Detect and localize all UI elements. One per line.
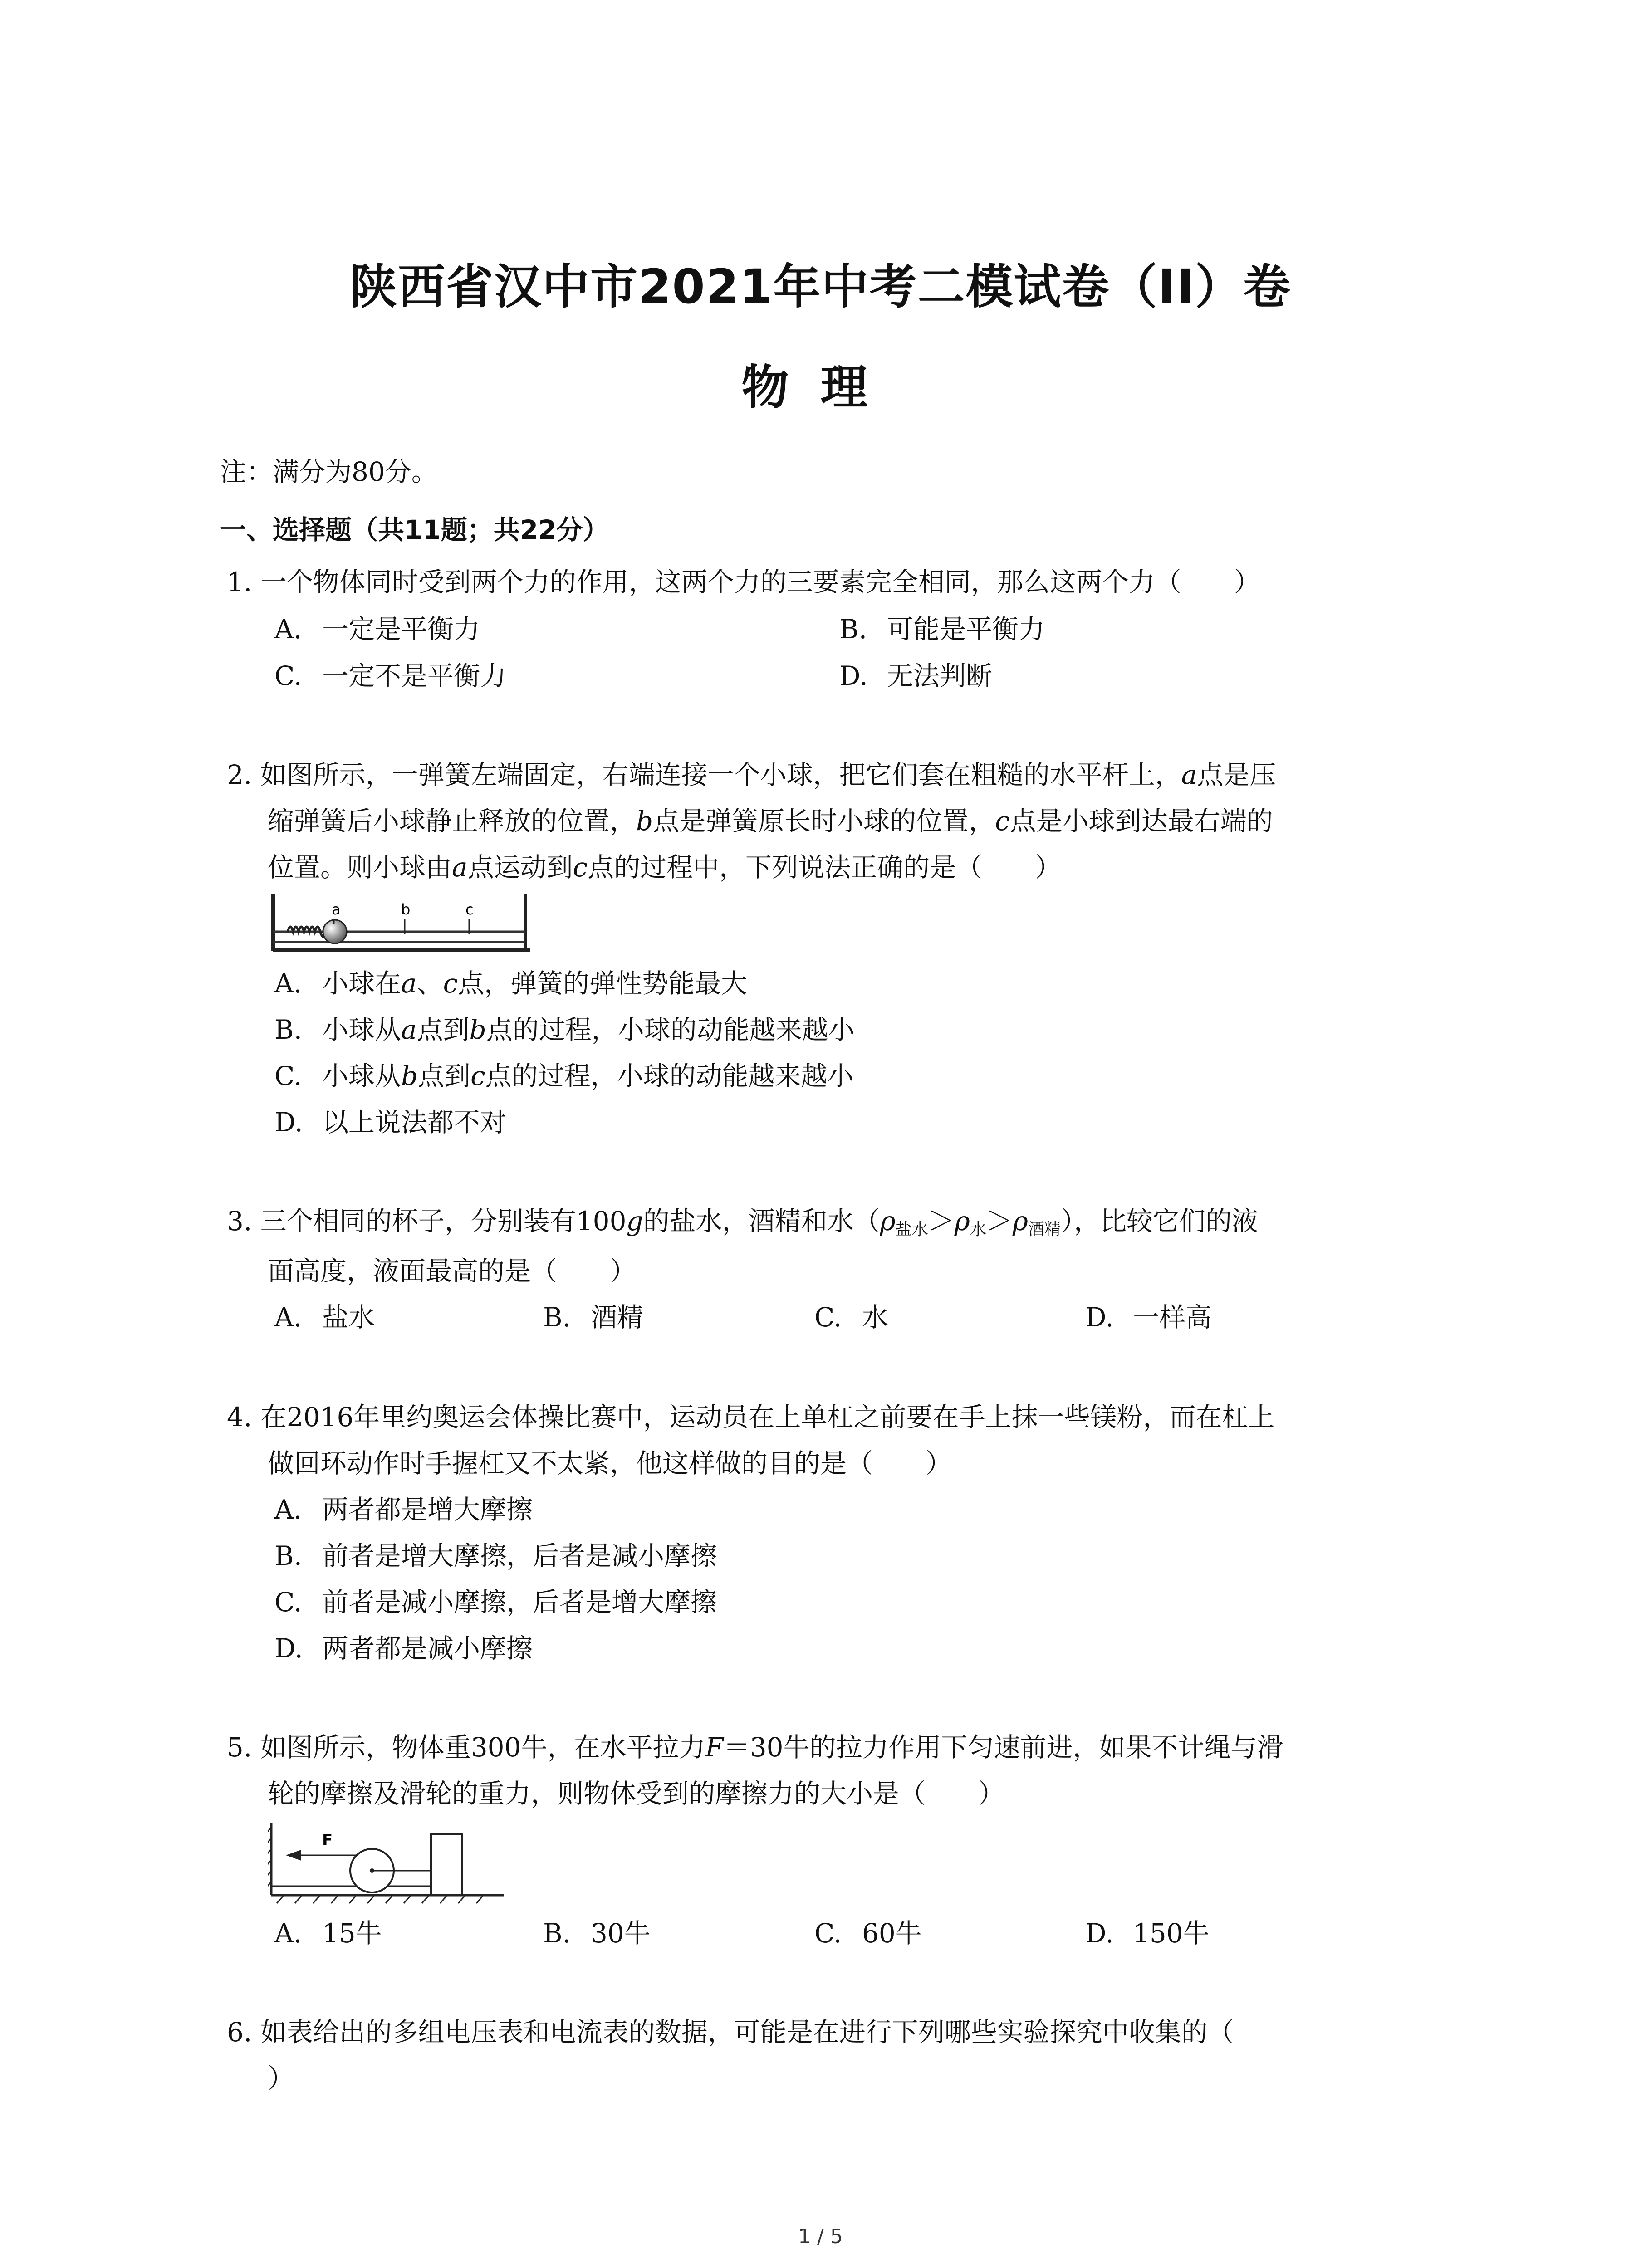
figure-label-a: a — [332, 901, 341, 918]
q3-option-a[interactable]: A. 盐水 — [274, 1302, 375, 1333]
question-1-text: 1. 一个物体同时受到两个力的作用，这两个力的三要素完全相同，那么这两个力（ ） — [227, 567, 1260, 597]
q2-option-c[interactable]: C. 小球从b点到c点的过程，小球的动能越来越小 — [274, 1061, 854, 1091]
q5-option-d[interactable]: D. 150牛 — [1085, 1918, 1210, 1949]
exam-title: 陕西省汉中市2021年中考二模试卷（II）卷 — [350, 259, 1291, 314]
spring-ball-figure — [271, 893, 534, 958]
q4-option-a[interactable]: A. 两者都是增大摩擦 — [274, 1494, 533, 1525]
q1-option-c[interactable] — [274, 658, 506, 694]
question-2-line-2: 缩弹簧后小球静止释放的位置，b点是弹簧原长时小球的位置，c点是小球到达最右端的 — [268, 806, 1273, 836]
q2-option-d[interactable]: D. 以上说法都不对 — [274, 1107, 507, 1138]
q4-option-b[interactable]: B. 前者是增大摩擦，后者是减小摩擦 — [274, 1540, 717, 1571]
q3-option-d[interactable]: D. 一样高 — [1085, 1302, 1212, 1333]
figure-label-c: c — [465, 901, 474, 918]
option-label: C. — [274, 660, 302, 691]
question-2-line-1: 2. 如图所示，一弹簧左端固定，右端连接一个小球，把它们套在粗糙的水平杆上，a点是压 — [227, 759, 1276, 790]
question-5-line-1: 5. 如图所示，物体重300牛，在水平拉力F＝30牛的拉力作用下匀速前进，如果不计绳与滑 — [227, 1732, 1283, 1763]
q4-option-c[interactable]: C. 前者是减小摩擦，后者是增大摩擦 — [274, 1587, 717, 1618]
q5-option-a[interactable]: A. 15牛 — [274, 1918, 382, 1949]
question-4-line-1: 4. 在2016年里约奥运会体操比赛中，运动员在上单杠之前要在手上抹一些镁粉，而在杠上 — [227, 1402, 1275, 1432]
page-number: 1 / 5 — [798, 2225, 843, 2248]
q3-option-b[interactable]: B. 酒精 — [543, 1302, 644, 1333]
figure-label-f: F — [322, 1831, 333, 1849]
q1-option-b[interactable] — [839, 611, 1045, 647]
question-6-line-2: ） — [268, 2063, 294, 2094]
question-6-line-1: 6. 如表给出的多组电压表和电流表的数据，可能是在进行下列哪些实验探究中收集的（ — [227, 2017, 1234, 2048]
option-label: A. — [274, 614, 302, 645]
q2-option-a[interactable]: A. 小球在a、c点，弹簧的弹性势能最大 — [274, 968, 748, 999]
question-2-line-3: 位置。则小球由a点运动到c点的过程中，下列说法正确的是（ ） — [268, 852, 1062, 883]
figure-label-b: b — [401, 901, 411, 918]
score-note: 注：满分为80分。 — [220, 456, 438, 487]
section-heading: 一、选择题（共11题；共22分） — [220, 514, 609, 545]
q1-option-d[interactable] — [839, 658, 992, 694]
option-label: D. — [839, 660, 868, 691]
q5-option-c[interactable]: C. 60牛 — [814, 1918, 922, 1949]
question-4-line-2: 做回环动作时手握杠又不太紧，他这样做的目的是（ ） — [268, 1448, 952, 1479]
option-text: 可能是平衡力 — [887, 614, 1045, 645]
q3-option-c[interactable]: C. 水 — [814, 1302, 889, 1333]
option-text: 无法判断 — [887, 660, 993, 691]
subject-title: 物理 — [741, 360, 900, 415]
question-5-line-2: 轮的摩擦及滑轮的重力，则物体受到的摩擦力的大小是（ ） — [268, 1778, 1005, 1809]
option-label: B. — [839, 614, 867, 645]
q4-option-d[interactable]: D. 两者都是减小摩擦 — [274, 1633, 533, 1664]
option-text: 一定是平衡力 — [322, 614, 480, 645]
option-text: 一定不是平衡力 — [322, 660, 507, 691]
q2-option-b[interactable]: B. 小球从a点到b点的过程，小球的动能越来越小 — [274, 1014, 855, 1045]
q1-option-a[interactable] — [274, 611, 480, 647]
question-3-line-2: 面高度，液面最高的是（ ） — [268, 1256, 637, 1286]
q5-option-b[interactable]: B. 30牛 — [543, 1918, 651, 1949]
pulley-figure — [268, 1819, 508, 1905]
question-3-line-1: 3. 三个相同的杯子，分别装有100g的盐水，酒精和水$(\rho_{盐水}>\rho_水>\rho_{酒精})$，比较它们的液 — [227, 1206, 1259, 1239]
